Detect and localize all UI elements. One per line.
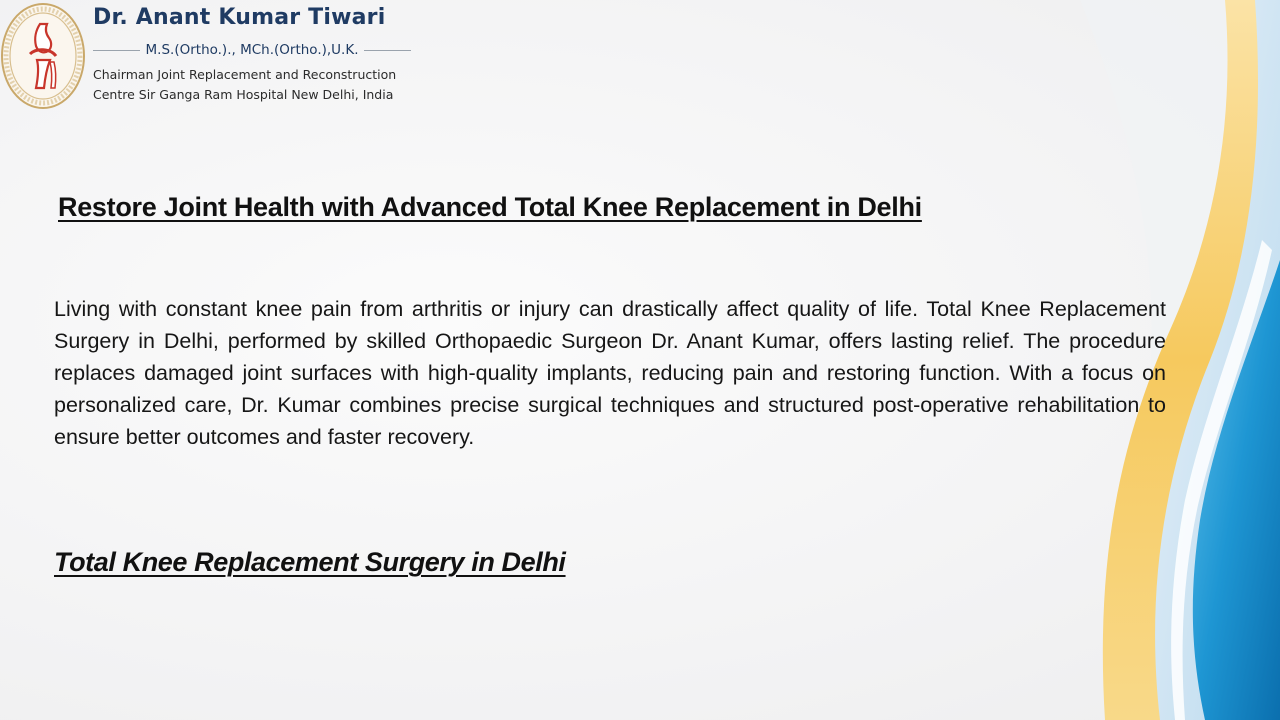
- section-subtitle: Total Knee Replacement Surgery in Delhi: [54, 547, 566, 577]
- role-line-2: Centre Sir Ganga Ram Hospital New Delhi, India: [93, 87, 394, 102]
- doctor-name: Dr. Anant Kumar Tiwari: [93, 5, 386, 30]
- body-paragraph: Living with constant knee pain from arthritis or injury can drastically affect quality of life. Total Knee Replacement Surgery in Delhi, performed by skilled Orthopaedic Surgeon Dr. Anant Kumar, offers lasting relief. The procedure replaces damaged joint surfaces with high-quality implants, reducing pain and restoring function. With a focus on personalized care, Dr. Kumar combines precise surgical techniques and structured post-operative rehabilitation to ensure better outcomes and faster recovery.: [54, 297, 1166, 449]
- role-line-1: Chairman Joint Replacement and Reconstruction: [93, 67, 397, 82]
- divider: [93, 50, 140, 51]
- qualifications: M.S.(Ortho.)., MCh.(Ortho.),U.K.: [145, 42, 359, 58]
- qualifications-row: [93, 40, 411, 60]
- page-title: Restore Joint Health with Advanced Total Knee Replacement in Delhi: [58, 192, 922, 222]
- divider: [364, 50, 411, 51]
- knee-joint-seal-icon: [0, 2, 86, 110]
- doctor-header: [0, 0, 420, 112]
